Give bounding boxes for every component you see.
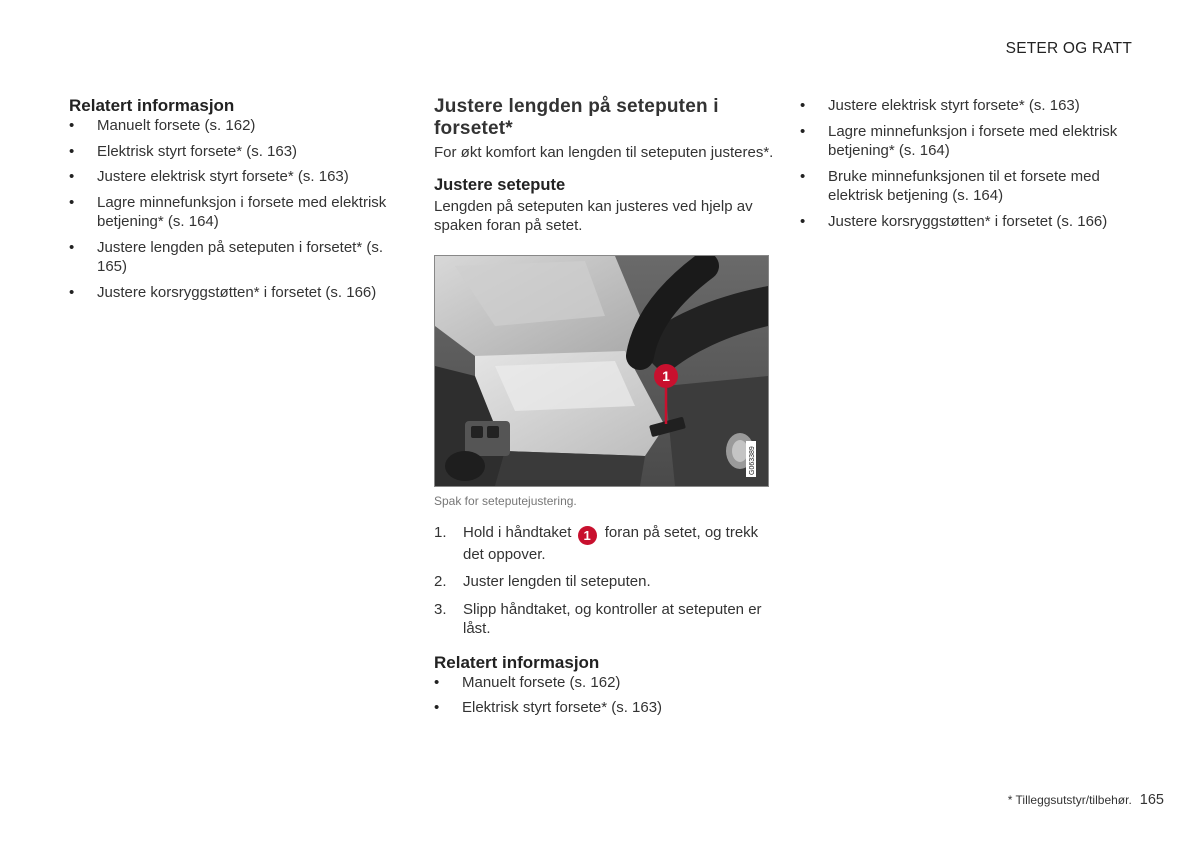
related-info-list [434,673,774,718]
related-link-memory-function[interactable]: • Lagre minnefunksjon i forsete med elektrisk betjening* (s. 164) [800,122,1140,161]
related-link-electric-seat[interactable]: • Elektrisk styrt forsete* (s. 163) [434,698,774,718]
related-link-adjust-electric-seat[interactable]: • Justere elektrisk styrt forsete* (s. 163) [800,96,1140,116]
steps-list [434,523,774,639]
related-link-adjust-electric-seat[interactable]: • Justere elektrisk styrt forsete* (s. 163) [69,167,399,187]
step-1 [434,523,774,565]
step-2 [434,572,774,592]
related-link-memory-function[interactable]: • Lagre minnefunksjon i forsete med elektrisk betjening* (s. 164) [69,193,399,232]
footnote: * Tilleggsutstyr/tilbehør. [1007,793,1132,807]
middle-column [434,96,774,724]
related-link-use-memory-function[interactable]: • Bruke minnefunksjonen til et forsete med elektrisk betjening (s. 164) [800,167,1140,206]
figure-code: G063389 [749,445,756,475]
right-column [800,96,1140,237]
related-link-electric-seat[interactable]: • Elektrisk styrt forsete* (s. 163) [69,142,399,162]
related-info-list [69,116,399,302]
step-number: 1. [434,523,447,541]
left-column [69,96,399,308]
related-link-manual-seat[interactable]: • Manuelt forsete (s. 162) [69,116,399,136]
step-text: Hold i håndtaket [463,523,572,541]
subheading: Justere setepute [434,175,566,194]
step-3 [434,600,774,639]
page-title: Justere lengden på seteputen i forsetet* [434,96,719,139]
step-text: Slipp håndtaket, og kontroller at seteputen er låst. [463,600,762,637]
related-link-cushion-length[interactable]: • Justere lengden på seteputen i forsetet* (s. 165) [69,238,399,277]
figure-caption: Spak for seteputejustering. [434,493,577,508]
step-text: foran på setet, og trekk det oppover. [463,523,759,563]
page-number: 165 [1139,792,1164,808]
step-number: 3. [434,600,447,618]
related-info-heading: Relatert informasjon [69,96,235,115]
related-link-lumbar-support[interactable]: • Justere korsryggstøtten* i forsetet (s. 166) [800,212,1140,232]
intro-text: For økt komfort kan lengden til seteputen justeres*. [434,144,774,161]
figure-callout-1: 1 [662,367,670,384]
step-number: 2. [434,573,447,590]
sub-text: Lengden på seteputen kan justeres ved hjelp av spaken foran på setet. [434,197,753,234]
related-info-list-continued [800,96,1140,231]
callout-badge: 1 [578,526,597,545]
related-link-manual-seat[interactable]: • Manuelt forsete (s. 162) [434,673,774,693]
page-footer [1008,792,1164,808]
seat-figure [434,255,769,487]
related-link-lumbar-support[interactable]: • Justere korsryggstøtten* i forsetet (s. 166) [69,283,399,303]
section-header: SETER OG RATT [1005,40,1132,57]
related-info-heading: Relatert informasjon [434,652,600,672]
step-text: Juster lengden til seteputen. [463,573,651,590]
